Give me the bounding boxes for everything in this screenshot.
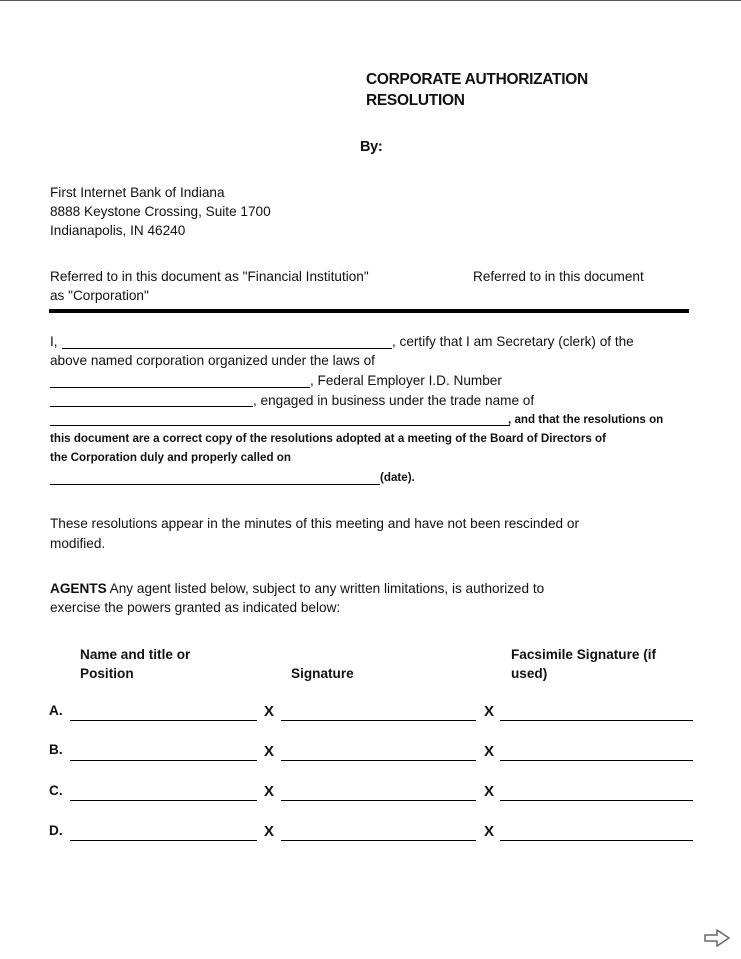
- col-name-header-line2: Position: [80, 666, 134, 681]
- x-mark: X: [484, 743, 495, 760]
- resolutions-text: , and that the resolutions on: [508, 413, 664, 426]
- referred-financial: Referred to in this document as "Financial Institution": [50, 269, 369, 284]
- institution-address: 8888 Keystone Crossing, Suite 1700: [50, 204, 271, 219]
- agents-heading: AGENTS: [50, 581, 107, 596]
- x-mark: X: [264, 823, 275, 840]
- facsimile-signature-line[interactable]: [500, 840, 693, 841]
- agents-text: Any agent listed below, subject to any written limitations, is authorized to: [106, 581, 545, 596]
- signature-line[interactable]: [281, 760, 476, 761]
- col-facsimile-header-line1: Facsimile Signature (if: [511, 647, 657, 662]
- x-mark: X: [484, 783, 495, 800]
- x-mark: X: [484, 703, 495, 720]
- col-name-header-line1: Name and title or: [80, 647, 191, 662]
- agents-text-line2: exercise the powers granted as indicated below:: [50, 600, 341, 615]
- date-label: (date).: [380, 471, 415, 484]
- row-label: A.: [49, 703, 63, 718]
- x-mark: X: [264, 783, 275, 800]
- agent-name-line[interactable]: [70, 720, 257, 721]
- meeting-date-line[interactable]: [50, 484, 380, 485]
- fein-number-line[interactable]: [50, 406, 253, 407]
- organized-text: above named corporation organized under the laws of: [50, 353, 375, 368]
- agent-name-line[interactable]: [70, 800, 257, 801]
- row-label: D.: [49, 823, 63, 838]
- correct-copy-text: this document are a correct copy of the resolutions adopted at a meeting of the Board of Directors of: [50, 432, 606, 445]
- agent-name-line[interactable]: [70, 840, 257, 841]
- col-signature-header: Signature: [291, 666, 354, 681]
- top-border: [0, 0, 741, 1]
- fein-text: , Federal Employer I.D. Number: [310, 373, 502, 388]
- col-facsimile-header-line2: used): [511, 666, 548, 681]
- referred-corporation: as "Corporation": [50, 288, 149, 303]
- certify-i: I,: [50, 334, 58, 349]
- row-label: B.: [49, 742, 63, 757]
- by-label: By:: [360, 139, 383, 155]
- doc-title-line2: RESOLUTION: [366, 92, 465, 109]
- state-line[interactable]: [50, 387, 310, 388]
- agent-name-line[interactable]: [70, 760, 257, 761]
- agents-paragraph: [50, 579, 544, 598]
- trade-name-text: , engaged in business under the trade name of: [253, 393, 535, 408]
- section-divider: [49, 309, 689, 313]
- minutes-line2: modified.: [50, 536, 106, 551]
- row-label: C.: [49, 783, 63, 798]
- x-mark: X: [264, 743, 275, 760]
- signature-line[interactable]: [281, 800, 476, 801]
- institution-city: Indianapolis, IN 46240: [50, 223, 186, 238]
- certify-text: , certify that I am Secretary (clerk) of the: [392, 334, 634, 349]
- institution-name: First Internet Bank of Indiana: [50, 185, 225, 200]
- x-mark: X: [264, 703, 275, 720]
- x-mark: X: [484, 823, 495, 840]
- signature-line[interactable]: [281, 840, 476, 841]
- facsimile-signature-line[interactable]: [500, 720, 693, 721]
- arrow-right-icon[interactable]: [703, 928, 731, 948]
- called-on-text: the Corporation duly and properly called on: [50, 451, 291, 464]
- minutes-line1: These resolutions appear in the minutes of this meeting and have not been rescinded or: [50, 516, 579, 531]
- secretary-name-line[interactable]: [62, 348, 392, 349]
- signature-line[interactable]: [281, 720, 476, 721]
- facsimile-signature-line[interactable]: [500, 800, 693, 801]
- facsimile-signature-line[interactable]: [500, 760, 693, 761]
- referred-right: Referred to in this document: [473, 269, 644, 284]
- trade-name-line[interactable]: [50, 425, 510, 426]
- doc-title-line1: CORPORATE AUTHORIZATION: [366, 71, 588, 88]
